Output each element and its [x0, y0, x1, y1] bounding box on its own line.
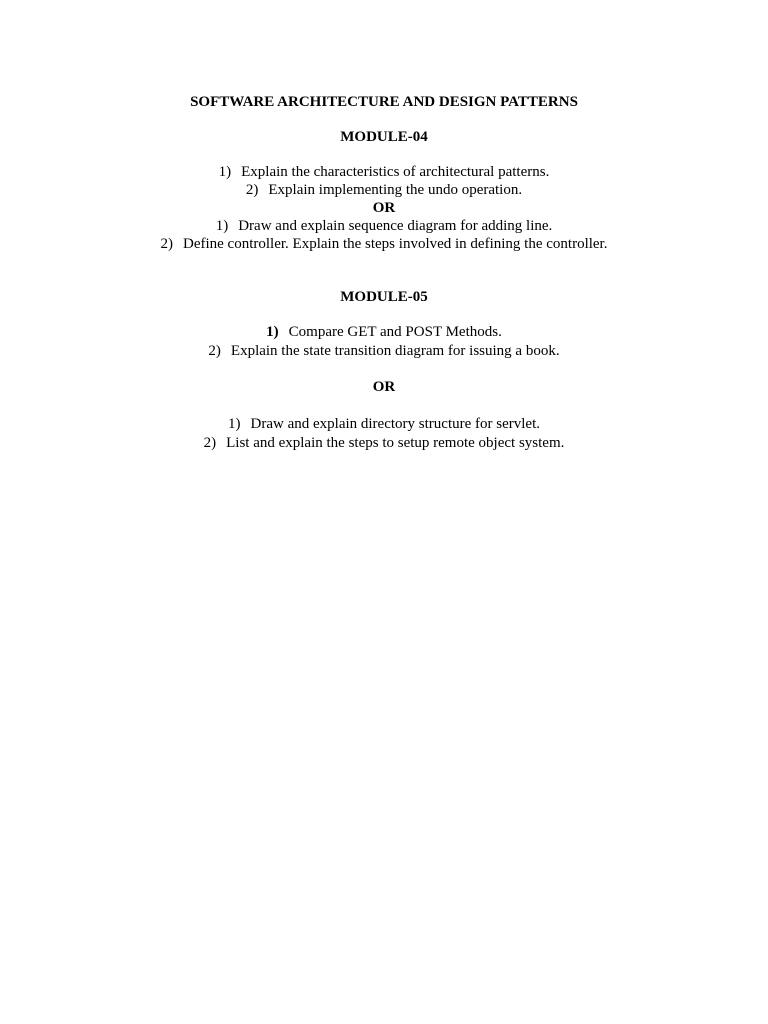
module-05-question-a1	[0, 323, 768, 341]
question-number: 2)	[160, 236, 173, 252]
question-number: 2)	[203, 435, 217, 451]
question-number: 1)	[266, 324, 279, 340]
question-text: Draw and explain sequence diagram for adding line.	[238, 218, 553, 234]
question-number: 2)	[245, 182, 259, 198]
question-text: List and explain the steps to setup remote object system.	[226, 435, 565, 451]
module-04-question-a1	[0, 163, 768, 181]
question-number: 1)	[215, 218, 229, 234]
module-04-question-b1	[0, 217, 768, 235]
module-04-or-separator: OR	[372, 200, 396, 216]
module-04-heading: MODULE-04	[340, 129, 428, 145]
document-title: SOFTWARE ARCHITECTURE AND DESIGN PATTERNS	[190, 94, 578, 110]
question-text: Explain the state transition diagram for issuing a book.	[230, 343, 560, 359]
question-text: Explain implementing the undo operation.	[268, 182, 523, 198]
module-05-heading: MODULE-05	[340, 289, 428, 305]
module-04-question-a2	[0, 181, 768, 199]
question-number: 2)	[208, 343, 221, 359]
module-04-question-b2	[0, 235, 768, 253]
module-05-question-a2	[0, 342, 768, 360]
question-text: Compare GET and POST Methods.	[288, 324, 502, 340]
module-05-question-b1	[0, 415, 768, 433]
question-text: Define controller. Explain the steps involved in defining the controller.	[183, 236, 608, 252]
question-text: Explain the characteristics of architectural patterns.	[241, 164, 550, 180]
module-05-question-b2	[0, 434, 768, 452]
module-05-or-separator: OR	[372, 379, 396, 395]
question-number: 1)	[228, 416, 241, 432]
question-number: 1)	[218, 164, 232, 180]
question-text: Draw and explain directory structure for servlet.	[250, 416, 540, 432]
